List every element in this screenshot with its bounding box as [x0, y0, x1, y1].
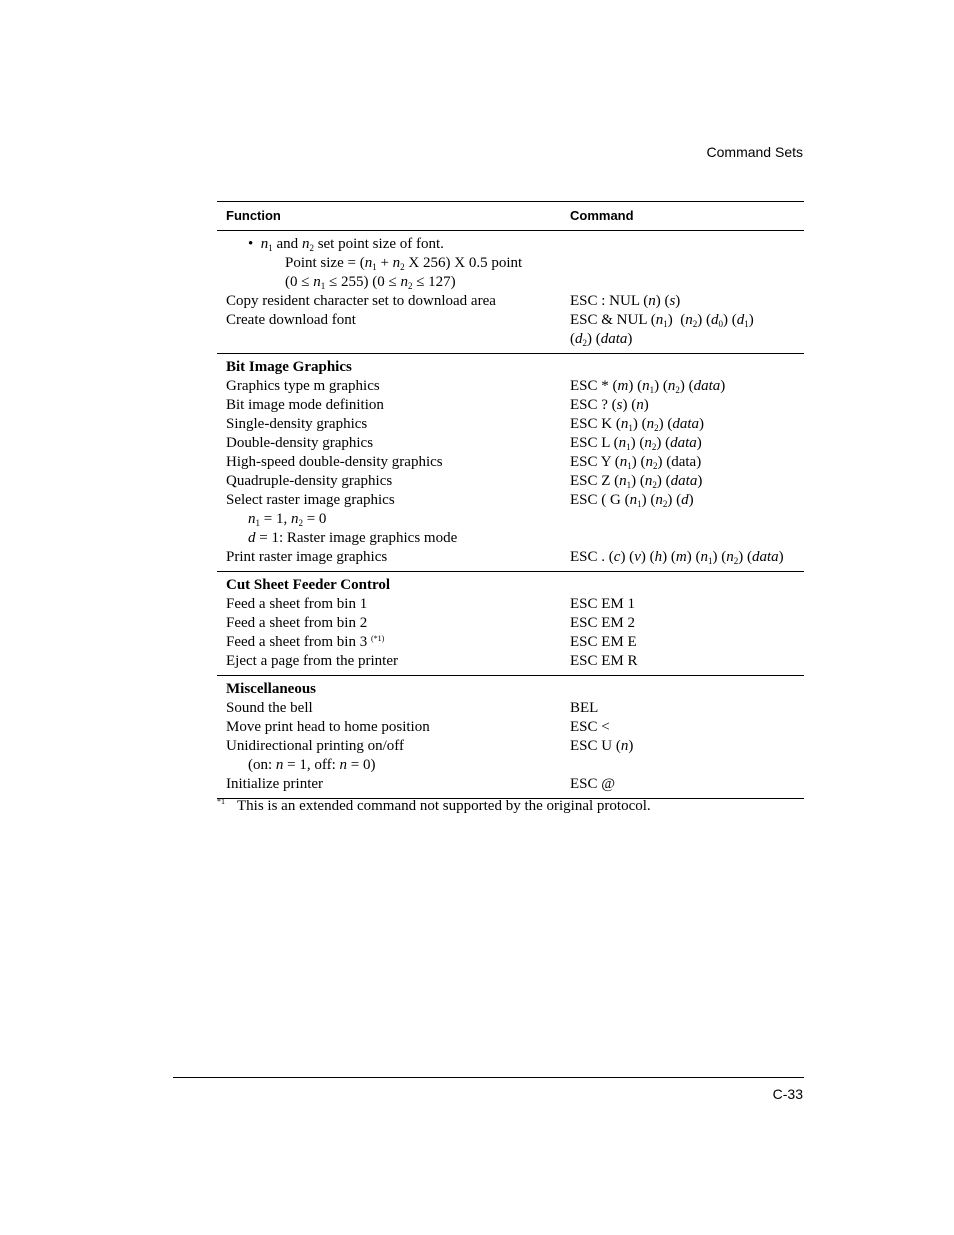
- table-header: [217, 202, 804, 230]
- command-code: ESC . (c) (v) (h) (m) $(n_1)$ $(n_2)$ (data): [570, 549, 784, 566]
- table-row: [217, 434, 804, 453]
- misc-section: [217, 676, 804, 798]
- table-row: [217, 614, 804, 633]
- section-title: Bit Image Graphics: [226, 359, 352, 375]
- command-table: [217, 201, 804, 799]
- footnote-mark: *1: [217, 797, 225, 806]
- function-label: Feed a sheet from bin 3 $^{(*1)}$: [226, 634, 385, 650]
- function-label: High-speed double-density graphics: [226, 454, 443, 470]
- table-row: [217, 652, 804, 671]
- table-row: [217, 529, 804, 548]
- function-label: Graphics type m graphics: [226, 378, 380, 394]
- command-code: ESC ? (s) (n): [570, 397, 649, 413]
- table-row: [217, 775, 804, 794]
- function-label: Sound the bell: [226, 700, 313, 716]
- table-row: [217, 472, 804, 491]
- command-code-continued: $(d_2)$ (data): [570, 331, 633, 348]
- bit-image-section: [217, 354, 804, 571]
- running-header: Command Sets: [706, 144, 803, 160]
- table-row: [217, 273, 804, 292]
- command-code: ESC Y $(n_1)$ $(n_2)$ (data): [570, 454, 702, 471]
- function-label: Quadruple-density graphics: [226, 473, 393, 489]
- table-row: [217, 633, 804, 652]
- table-row: [217, 576, 804, 595]
- footnote-reference: (*1): [370, 634, 385, 643]
- function-label: Copy resident character set to download area: [226, 293, 496, 309]
- section-title: Miscellaneous: [226, 681, 316, 697]
- command-code: ESC & NUL $(n_1)$ $(n_2)$ $(d_0)$ $(d_1)$: [570, 312, 754, 329]
- function-label: Feed a sheet from bin 2: [226, 615, 368, 631]
- function-label: Feed a sheet from bin 1: [226, 596, 368, 612]
- page-number: C-33: [772, 1086, 803, 1102]
- table-row: [217, 756, 804, 775]
- table-row: [217, 491, 804, 510]
- point-size-note: • $n_1$ and $n_2$ set point size of font.: [248, 236, 444, 253]
- cut-sheet-section: [217, 572, 804, 675]
- command-code: ESC EM 2: [570, 615, 636, 631]
- table-row: [217, 737, 804, 756]
- point-size-range: $(0 \le n_1 \le 255)$ $(0 \le n_2 \le 127)$: [285, 274, 456, 291]
- raster-n-values: $n_1 = 1$, $n_2 = 0$: [248, 511, 327, 528]
- command-code: ESC U (n): [570, 738, 634, 754]
- function-label: Bit image mode definition: [226, 397, 384, 413]
- table-row: [217, 235, 804, 254]
- command-code: ESC : NUL (n) (s): [570, 293, 681, 309]
- function-label: Print raster image graphics: [226, 549, 388, 565]
- command-code: ESC * (m) $(n_1)$ $(n_2)$ (data): [570, 378, 726, 395]
- command-code: ESC EM E: [570, 634, 637, 650]
- table-row: [217, 595, 804, 614]
- column-header-function: Function: [226, 208, 281, 223]
- function-label: Double-density graphics: [226, 435, 374, 451]
- function-label: Initialize printer: [226, 776, 324, 792]
- table-row: [217, 699, 804, 718]
- command-code: ESC EM 1: [570, 596, 636, 612]
- function-label: Move print head to home position: [226, 719, 430, 735]
- table-row: [217, 396, 804, 415]
- raster-d-value: d = 1: Raster image graphics mode: [248, 530, 458, 546]
- table-row: [217, 718, 804, 737]
- command-code: ESC <: [570, 719, 610, 735]
- command-code: ESC L $(n_1)$ $(n_2)$ (data): [570, 435, 702, 452]
- table-row: [217, 415, 804, 434]
- command-code: ESC EM R: [570, 653, 638, 669]
- column-header-command: Command: [570, 208, 634, 223]
- on-off-note: (on: n = 1, off: n = 0): [248, 757, 376, 773]
- table-row: [217, 292, 804, 311]
- footer-rule: [173, 1077, 804, 1078]
- command-code: ESC @: [570, 776, 616, 792]
- table-row: [217, 254, 804, 273]
- function-label: Unidirectional printing on/off: [226, 738, 405, 754]
- table-row: [217, 311, 804, 330]
- table-row: [217, 358, 804, 377]
- function-label: Create download font: [226, 312, 356, 328]
- point-size-formula: Point size = ($n_1 + n_2$ X 256) X 0.5 point: [285, 255, 523, 272]
- table-row: [217, 548, 804, 567]
- table-row: [217, 377, 804, 396]
- command-code: BEL: [570, 700, 599, 716]
- table-row: [217, 330, 804, 349]
- function-label: Single-density graphics: [226, 416, 368, 432]
- function-label: Eject a page from the printer: [226, 653, 399, 669]
- table-row: [217, 453, 804, 472]
- command-code: ESC Z $(n_1)$ $(n_2)$ (data): [570, 473, 703, 490]
- command-code: ESC K $(n_1)$ $(n_2)$ (data): [570, 416, 705, 433]
- command-code: ESC ( G $(n_1)$ $(n_2)$ (d): [570, 492, 694, 509]
- footnote: [217, 797, 651, 815]
- table-row: [217, 680, 804, 699]
- font-section: [217, 231, 804, 353]
- function-label: Select raster image graphics: [226, 492, 395, 508]
- table-row: [217, 510, 804, 529]
- section-title: Cut Sheet Feeder Control: [226, 577, 391, 593]
- footnote-text: This is an extended command not supported by the original protocol.: [237, 798, 651, 814]
